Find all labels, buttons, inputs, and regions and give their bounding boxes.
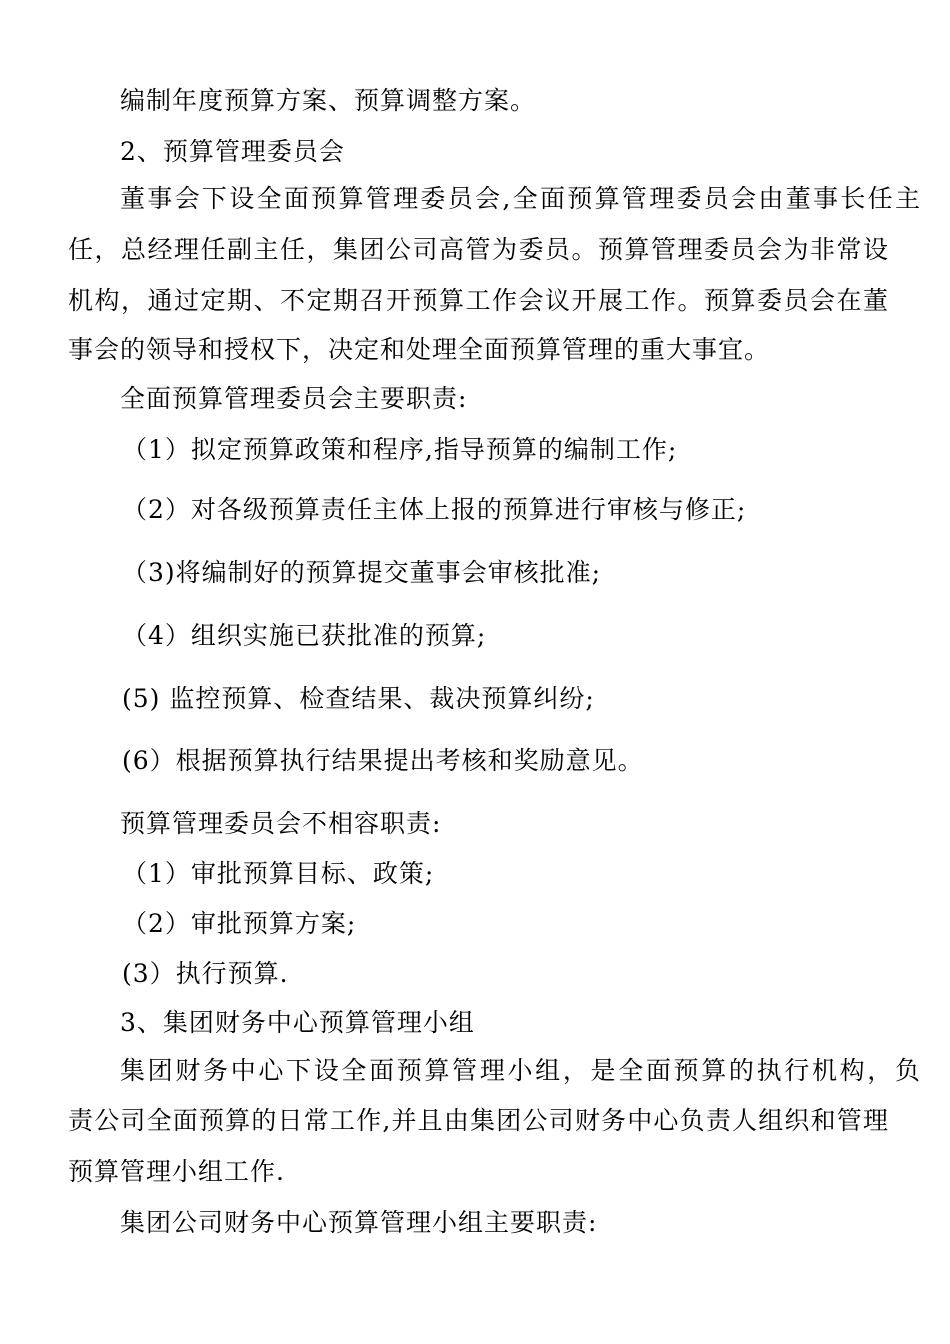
- paragraph-line: 机构，通过定期、不定期召开预算工作会议开展工作。预算委员会在董: [68, 286, 888, 315]
- paragraph-line: 预算管理委员会不相容职责:: [120, 809, 442, 838]
- paragraph-line: 集团公司财务中心预算管理小组主要职责:: [120, 1208, 598, 1237]
- list-item: (3）执行预算.: [122, 959, 289, 988]
- paragraph-line: 全面预算管理委员会主要职责:: [120, 384, 468, 413]
- paragraph-line: 集团财务中心下设全面预算管理小组，是全面预算的执行机构，负: [120, 1056, 920, 1085]
- list-item: （1）审批预算目标、政策;: [122, 859, 435, 888]
- section-heading: 3、集团财务中心预算管理小组: [120, 1008, 475, 1037]
- section-heading: 2、预算管理委员会: [120, 137, 345, 166]
- list-item: （1）拟定预算政策和程序,指导预算的编制工作;: [122, 435, 678, 464]
- list-item: (5) 监控预算、检查结果、裁决预算纠纷;: [122, 684, 595, 713]
- list-item: （2）审批预算方案;: [122, 909, 357, 938]
- paragraph-line: 董事会下设全面预算管理委员会,全面预算管理委员会由董事长任主: [120, 184, 920, 213]
- list-item: （4）组织实施已获批准的预算;: [122, 621, 487, 650]
- list-item: （2）对各级预算责任主体上报的预算进行审核与修正;: [122, 495, 747, 524]
- paragraph-line: 任，总经理任副主任，集团公司高管为委员。预算管理委员会为非常设: [68, 235, 888, 264]
- paragraph-line: 预算管理小组工作.: [68, 1157, 285, 1186]
- paragraph-line: 编制年度预算方案、预算调整方案。: [120, 86, 537, 115]
- paragraph-line: 事会的领导和授权下，决定和处理全面预算管理的重大事宜。: [68, 335, 771, 364]
- paragraph-line: 责公司全面预算的日常工作,并且由集团公司财务中心负责人组织和管理: [68, 1106, 888, 1135]
- list-item: （3)将编制好的预算提交董事会审核批准;: [122, 558, 602, 587]
- list-item: (6）根据预算执行结果提出考核和奖励意见。: [122, 746, 644, 775]
